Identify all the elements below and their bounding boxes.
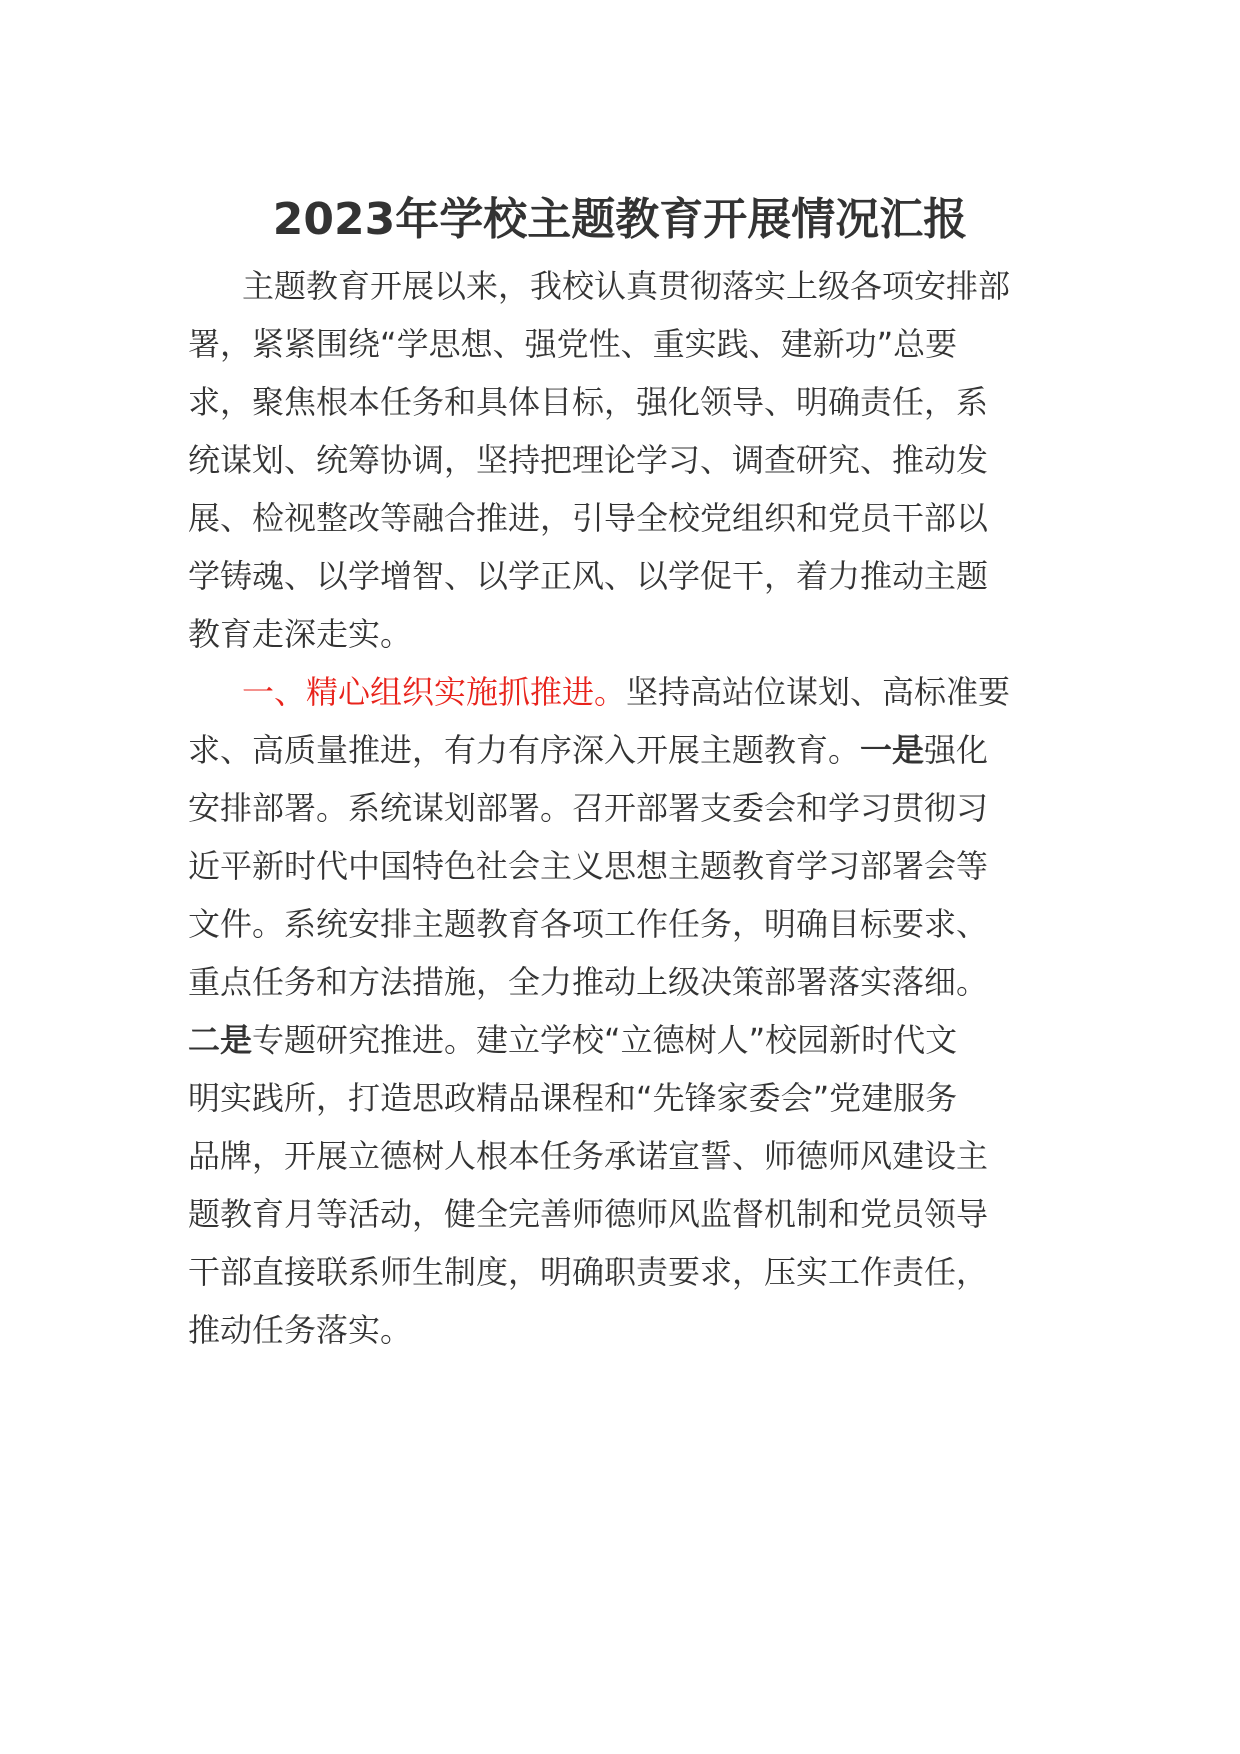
line-text: 求、高质量推进，有力有序深入开展主题教育。 (188, 731, 861, 769)
line-text: 文件。系统安排主题教育各项工作任务，明确目标要求、 (188, 905, 989, 943)
paragraph-1-line-7 (188, 612, 412, 656)
paragraph-2-line-6 (188, 960, 988, 1004)
paragraph-2-line-9 (188, 1134, 988, 1178)
bold-marker: 一是 (860, 731, 925, 769)
line-text: 统谋划、统筹协调，坚持把理论学习、调查研究、推动发 (188, 441, 989, 479)
paragraph-2-line-11 (188, 1250, 988, 1294)
line-text: 干部直接联系师生制度，明确职责要求，压实工作责任， (188, 1253, 989, 1291)
paragraph-1-line-3 (188, 380, 988, 424)
line-text: 主题教育开展以来，我校认真贯彻落实上级各项安排部 (242, 267, 1011, 305)
paragraph-1-line-1 (242, 264, 1010, 308)
paragraph-2-line-10 (188, 1192, 988, 1236)
line-text: 重点任务和方法措施，全力推动上级决策部署落实落细。 (188, 963, 989, 1001)
line-text: 展、检视整改等融合推进，引导全校党组织和党员干部以 (188, 499, 989, 537)
paragraph-1-line-4 (188, 438, 988, 482)
line-text: 专题研究推进。建立学校“立德树人”校园新时代文 (252, 1021, 958, 1059)
line-text: 安排部署。系统谋划部署。召开部署支委会和学习贯彻习 (188, 789, 989, 827)
line-text-after: 强化 (924, 731, 989, 769)
paragraph-2-line-2 (188, 728, 988, 772)
paragraph-2-line-7 (188, 1018, 957, 1062)
paragraph-1-line-5 (188, 496, 988, 540)
paragraph-2-line-4 (188, 844, 988, 888)
paragraph-2-line-12 (188, 1308, 412, 1352)
section-heading: 一、精心组织实施抓推进。 (242, 673, 627, 711)
paragraph-1-line-2 (188, 322, 957, 366)
line-text: 学铸魂、以学增智、以学正风、以学促干，着力推动主题 (188, 557, 989, 595)
paragraph-2-line-3 (188, 786, 988, 830)
line-text: 品牌，开展立德树人根本任务承诺宣誓、师德师风建设主 (188, 1137, 989, 1175)
paragraph-2-line-5 (188, 902, 988, 946)
line-text: 明实践所，打造思政精品课程和“先锋家委会”党建服务 (188, 1079, 958, 1117)
paragraph-1-line-6 (188, 554, 988, 598)
line-text: 署，紧紧围绕“学思想、强党性、重实践、建新功”总要 (188, 325, 958, 363)
line-text: 坚持高站位谋划、高标准要 (626, 673, 1011, 711)
paragraph-2-line-1 (242, 670, 1010, 714)
line-text: 近平新时代中国特色社会主义思想主题教育学习部署会等 (188, 847, 989, 885)
document-title: 2023年学校主题教育开展情况汇报 (272, 194, 968, 245)
line-text: 推动任务落实。 (188, 1311, 413, 1349)
line-text: 题教育月等活动，健全完善师德师风监督机制和党员领导 (188, 1195, 989, 1233)
line-text: 教育走深走实。 (188, 615, 413, 653)
paragraph-2-line-8 (188, 1076, 957, 1120)
line-text: 求，聚焦根本任务和具体目标，强化领导、明确责任，系 (188, 383, 989, 421)
bold-marker: 二是 (188, 1021, 253, 1059)
